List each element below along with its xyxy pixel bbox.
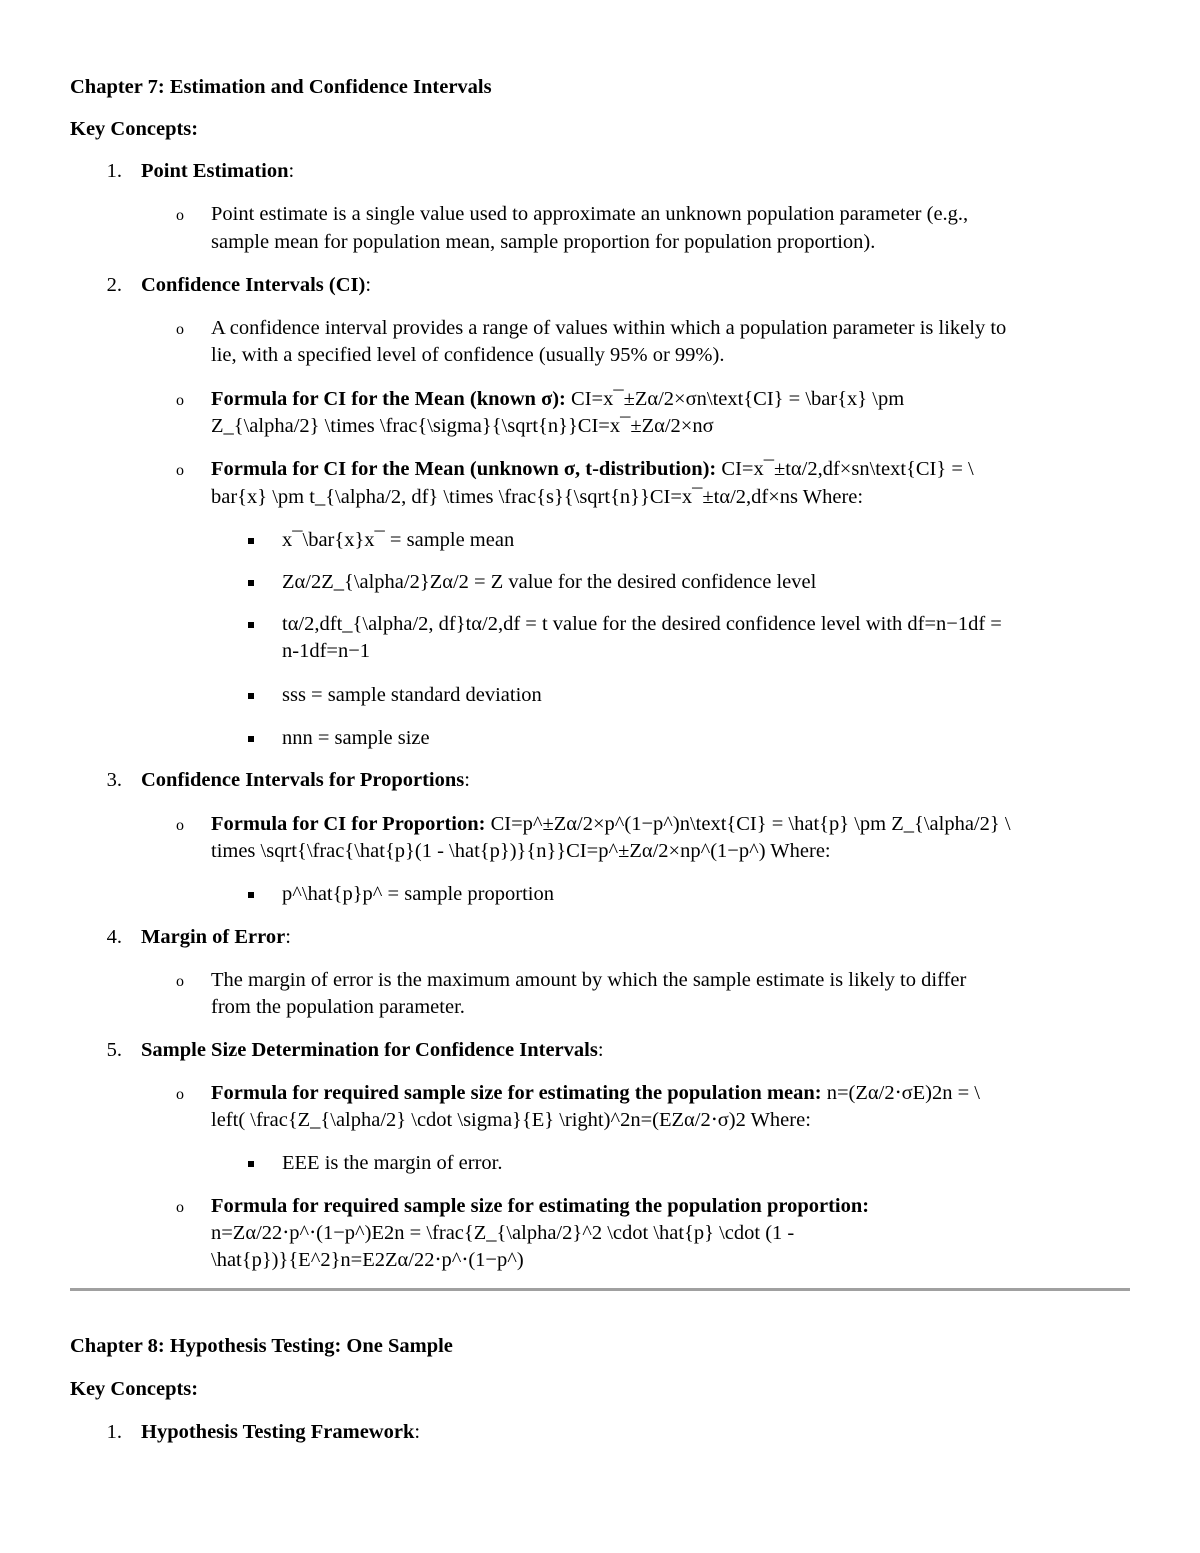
- sample-size-proportion-formula-cont2: \hat{p})}{E^2}n=E2Zα/22⋅p^⋅(1−p^): [211, 1249, 524, 1271]
- circle-bullet-icon: o: [176, 207, 184, 224]
- circle-bullet-icon: o: [176, 973, 184, 990]
- list-number: 3.: [106, 769, 122, 791]
- def-sample-mean: x¯\bar{x}x¯ = sample mean: [282, 529, 515, 551]
- list-number: 1.: [106, 1421, 122, 1443]
- square-bullet-icon: [248, 1161, 254, 1167]
- section-heading-margin-of-error: Margin of Error:: [141, 926, 291, 948]
- key-concepts-heading: Key Concepts:: [70, 1378, 199, 1400]
- sample-size-proportion-formula-cont: n=Zα/22⋅p^⋅(1−p^)E2n = \frac{Z_{\alpha/2}^2 \cdot \hat{p} \cdot (1 -: [211, 1222, 795, 1244]
- def-sample-proportion: p^\hat{p}p^ = sample proportion: [282, 883, 554, 905]
- square-bullet-icon: [248, 693, 254, 699]
- section-heading-point-estimation: Point Estimation:: [141, 160, 295, 182]
- square-bullet-icon: [248, 622, 254, 628]
- section-heading-confidence-intervals: Confidence Intervals (CI):: [141, 274, 372, 296]
- list-number: 1.: [106, 160, 122, 182]
- def-t-value: tα/2,dft_{\alpha/2, df}tα/2,df = t value for the desired confidence level with df=n−1df =: [282, 613, 1002, 635]
- sample-size-mean-formula: Formula for required sample size for estimating the population mean: n=(Zα/2⋅σE)2n = \: [211, 1082, 981, 1104]
- square-bullet-icon: [248, 892, 254, 898]
- list-number: 2.: [106, 274, 122, 296]
- section-heading-proportions: Confidence Intervals for Proportions:: [141, 769, 470, 791]
- circle-bullet-icon: o: [176, 1086, 184, 1103]
- chapter-8-title: Chapter 8: Hypothesis Testing: One Sample: [70, 1335, 453, 1357]
- horizontal-rule: [70, 1288, 1130, 1291]
- circle-bullet-icon: o: [176, 1199, 184, 1216]
- point-estimate-text: Point estimate is a single value used to approximate an unknown population parameter (e.g.,: [211, 203, 969, 225]
- def-z-value: Zα/2Z_{\alpha/2}Zα/2 = Z value for the desired confidence level: [282, 571, 817, 593]
- def-sample-sd: sss = sample standard deviation: [282, 684, 542, 706]
- circle-bullet-icon: o: [176, 462, 184, 479]
- key-concepts-heading: Key Concepts:: [70, 118, 199, 140]
- sample-size-proportion-formula: Formula for required sample size for estimating the population proportion:: [211, 1195, 870, 1217]
- list-number: 4.: [106, 926, 122, 948]
- point-estimate-text-cont: sample mean for population mean, sample proportion for population proportion).: [211, 231, 876, 253]
- list-number: 5.: [106, 1039, 122, 1061]
- chapter-7-title: Chapter 7: Estimation and Confidence Intervals: [70, 76, 492, 98]
- ci-definition-text: A confidence interval provides a range of values within which a population parameter is likely to: [211, 317, 1007, 339]
- ci-mean-unknown-formula: Formula for CI for the Mean (unknown σ, t-distribution): CI=x¯±tα/2,df×sn\text{CI} = \: [211, 458, 974, 480]
- ci-mean-unknown-formula-cont: bar{x} \pm t_{\alpha/2, df} \times \frac{s}{\sqrt{n}}CI=x¯±tα/2,df×ns Where:: [211, 486, 864, 508]
- section-heading-hypothesis-framework: Hypothesis Testing Framework:: [141, 1421, 421, 1443]
- sample-size-mean-formula-cont: left( \frac{Z_{\alpha/2} \cdot \sigma}{E} \right)^2n=(EZα/2⋅σ)2 Where:: [211, 1109, 811, 1131]
- ci-proportion-formula: Formula for CI for Proportion: CI=p^±Zα/2×p^(1−p^)n\text{CI} = \hat{p} \pm Z_{\alpha/2} \: [211, 813, 1011, 835]
- circle-bullet-icon: o: [176, 817, 184, 834]
- margin-of-error-text: The margin of error is the maximum amount by which the sample estimate is likely to differ: [211, 969, 967, 991]
- square-bullet-icon: [248, 736, 254, 742]
- def-margin-of-error: EEE is the margin of error.: [282, 1152, 503, 1174]
- circle-bullet-icon: o: [176, 392, 184, 409]
- square-bullet-icon: [248, 580, 254, 586]
- ci-mean-known-formula: Formula for CI for the Mean (known σ): CI=x¯±Zα/2×σn\text{CI} = \bar{x} \pm: [211, 388, 905, 410]
- section-heading-sample-size: Sample Size Determination for Confidence Intervals:: [141, 1039, 604, 1061]
- margin-of-error-text-cont: from the population parameter.: [211, 996, 465, 1018]
- def-sample-size: nnn = sample size: [282, 727, 430, 749]
- square-bullet-icon: [248, 538, 254, 544]
- ci-proportion-formula-cont: times \sqrt{\frac{\hat{p}(1 - \hat{p})}{n}}CI=p^±Zα/2×np^(1−p^) Where:: [211, 840, 831, 862]
- ci-definition-text-cont: lie, with a specified level of confidence (usually 95% or 99%).: [211, 344, 725, 366]
- circle-bullet-icon: o: [176, 321, 184, 338]
- ci-mean-known-formula-cont: Z_{\alpha/2} \times \frac{\sigma}{\sqrt{n}}CI=x¯±Zα/2×nσ: [211, 415, 714, 437]
- def-t-value-cont: n-1df=n−1: [282, 640, 371, 662]
